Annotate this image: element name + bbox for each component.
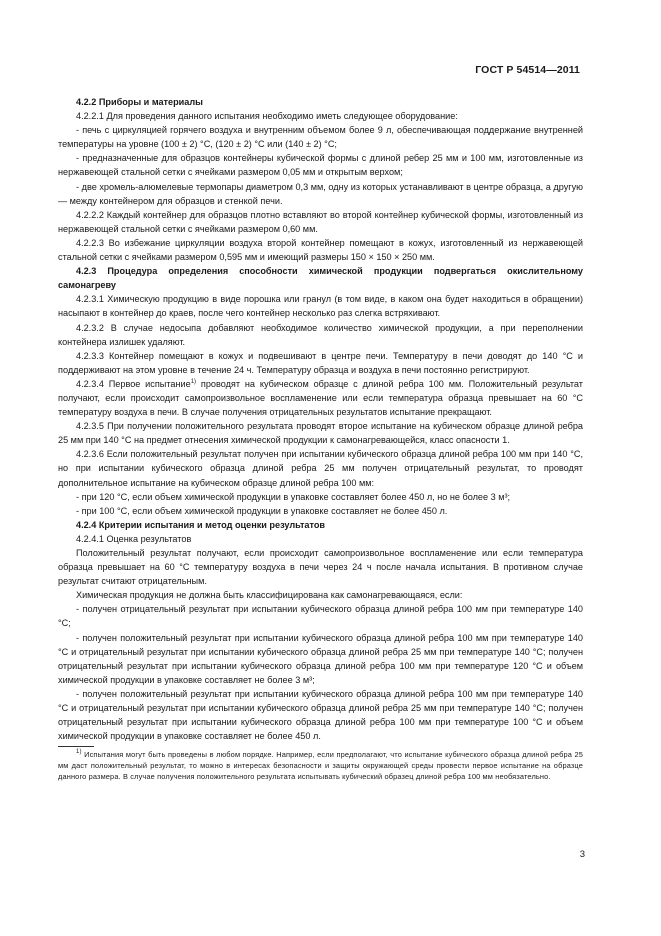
document-header: ГОСТ Р 54514—2011 [475, 64, 580, 76]
paragraph-not-classified: Химическая продукция не должна быть классифицирована как самонагревающаяся, если: [76, 590, 463, 601]
footnote-reference: 1) [190, 378, 197, 385]
footnote [58, 750, 583, 782]
list-item-negative-100mm: - получен отрицательный результат при испытании кубического образца длиной ребра 100 мм при температуре 140 °С; [58, 604, 583, 629]
paragraph-4-2-3-1: 4.2.3.1 Химическую продукцию в виде порошка или гранул (в том виде, в каком она будет находиться в обращении) насыпают в контейнер до краев, после чего контейнер несколько раз слегка встряхивают. [58, 294, 583, 319]
section-heading-4-2-3: 4.2.3 Процедура определения способности химической продукции подвергаться окислительному самонагреву [58, 266, 583, 291]
paragraph-positive-result: Положительный результат получают, если происходит самопроизвольное воспламенение или если температура образца превышает на 60 °С температуру воздуха в печи через 24 ч после начала испытания. В противном случае результат считают отрицательным. [58, 548, 583, 587]
paragraph-4-2-4-1: 4.2.4.1 Оценка результатов [76, 533, 192, 544]
list-item-thermocouples: - две хромель-алюмелевые термопары диаметром 0,3 мм, одну из которых устанавливают в центре образца, а другую — между контейнером для образцов и стенкой печи. [58, 181, 583, 206]
footnote-divider [58, 746, 94, 747]
paragraph-4-2-3-5: 4.2.3.5 При получении положительного результата проводят второе испытание на кубическом образце длиной ребра 25 мм при 140 °С на предмет отнесения химической продукции к самонагревающейся, класс опасности 1. [58, 421, 583, 446]
footnote-body: Испытания могут быть проведены в любом порядке. Например, если предполагают, что испытание кубического образца длиной ребра 25 мм даст положительный результат, то можно в интересах безопасности и защиты окружающей среды провести первое испытание на образце данного размера. В случае получения положительного результата испытывать кубический образец длиной ребра 100 мм необязательно. [58, 750, 583, 781]
list-item-100c: - при 100 °С, если объем химической продукции в упаковке составляет не более 450 л. [76, 505, 448, 516]
paragraph-4-2-3-6: 4.2.3.6 Если положительный результат получен при испытании кубического образца длиной ребра 100 мм при 140 °С, но при испытании кубического образца длиной ребра 25 мм получен отрицательный результат, то проводят дополнительное испытание на кубическом образце длиной ребра 100 мм: [58, 449, 583, 488]
paragraph-4-2-2-3: 4.2.2.3 Во избежание циркуляции воздуха второй контейнер помещают в кожух, изготовленный из нержавеющей стальной сетки с ячейками размером 0,595 мм и имеющий размеры 150 × 150 × 250 мм. [58, 237, 583, 263]
page-number: 3 [579, 849, 585, 860]
paragraph-4-2-3-4 [58, 377, 583, 419]
paragraph-4-2-3-3: 4.2.3.3 Контейнер помещают в кожух и подвешивают в центре печи. Температуру в печи доводят до 140 °С и поддерживают на этом уровне в течение 24 ч. Температуру образца и воздуха в печи постоянно регистрируют. [58, 350, 583, 375]
list-item-oven: - печь с циркуляцией горячего воздуха и внутренним объемом более 9 л, обеспечивающая поддержание внутренней температуры на уровне (100 ± 2) °С, (120 ± 2) °С или (140 ± 2) °С; [58, 125, 583, 150]
footnote-marker: 1) [76, 749, 82, 756]
footnote-text [58, 750, 583, 782]
paragraph-4-2-3-4-start: 4.2.3.4 Первое испытание [76, 378, 191, 389]
section-heading-4-2-2: 4.2.2 Приборы и материалы [76, 97, 203, 107]
list-item-containers: - предназначенные для образцов контейнеры кубической формы с длиной ребер 25 мм и 100 мм, изготовленные из нержавеющей стальной сетки с ячейками размером 0,05 мм и открытым верхом; [58, 153, 583, 178]
section-heading-4-2-4: 4.2.4 Критерии испытания и метод оценки результатов [76, 519, 326, 530]
paragraph-4-2-3-4-rest: проводят на кубическом образце с длиной ребра 100 мм. Положительный результат получают, если происходит самопроизвольное воспламенение или если температура образца превышает на 60 °С температуру воздуха в печи. В случае получения отрицательных результатов испытание прекращают. [58, 378, 583, 418]
paragraph-4-2-2-2: 4.2.2.2 Каждый контейнер для образцов плотно вставляют во второй контейнер кубической формы, изготовленный из нержавеющей стальной сетки с ячейками размером 0,60 мм. [58, 209, 583, 234]
list-item-120c-case: - получен положительный результат при испытании кубического образца длиной ребра 100 мм при температуре 140 °С и отрицательный результат при испытании кубического образца длиной ребра 25 мм при температуре 140 °С; получен отрицательный результат при испытании кубического образца длиной ребра 100 мм при температуре 120 °С и объем химической продукции в упаковке составляет не более 3 м³; [58, 632, 583, 685]
document-body [58, 95, 583, 782]
paragraph-4-2-3-2: 4.2.3.2 В случае недосыпа добавляют необходимое количество химической продукции, а при переполнении контейнера излишек удаляют. [58, 322, 583, 347]
list-item-100c-case: - получен положительный результат при испытании кубического образца длиной ребра 100 мм при температуре 140 °С и отрицательный результат при испытании кубического образца длиной ребра 25 мм при температуре 140 °С; получен отрицательный результат при испытании кубического образца длиной ребра 100 мм при температуре 100 °С и объем химической продукции в упаковке составляет не более 450 л. [58, 688, 583, 742]
list-item-120c: - при 120 °С, если объем химической продукции в упаковке составляет более 450 л, но не более 3 м³; [76, 491, 511, 502]
paragraph-4-2-2-1: 4.2.2.1 Для проведения данного испытания необходимо иметь следующее оборудование: [76, 111, 458, 122]
